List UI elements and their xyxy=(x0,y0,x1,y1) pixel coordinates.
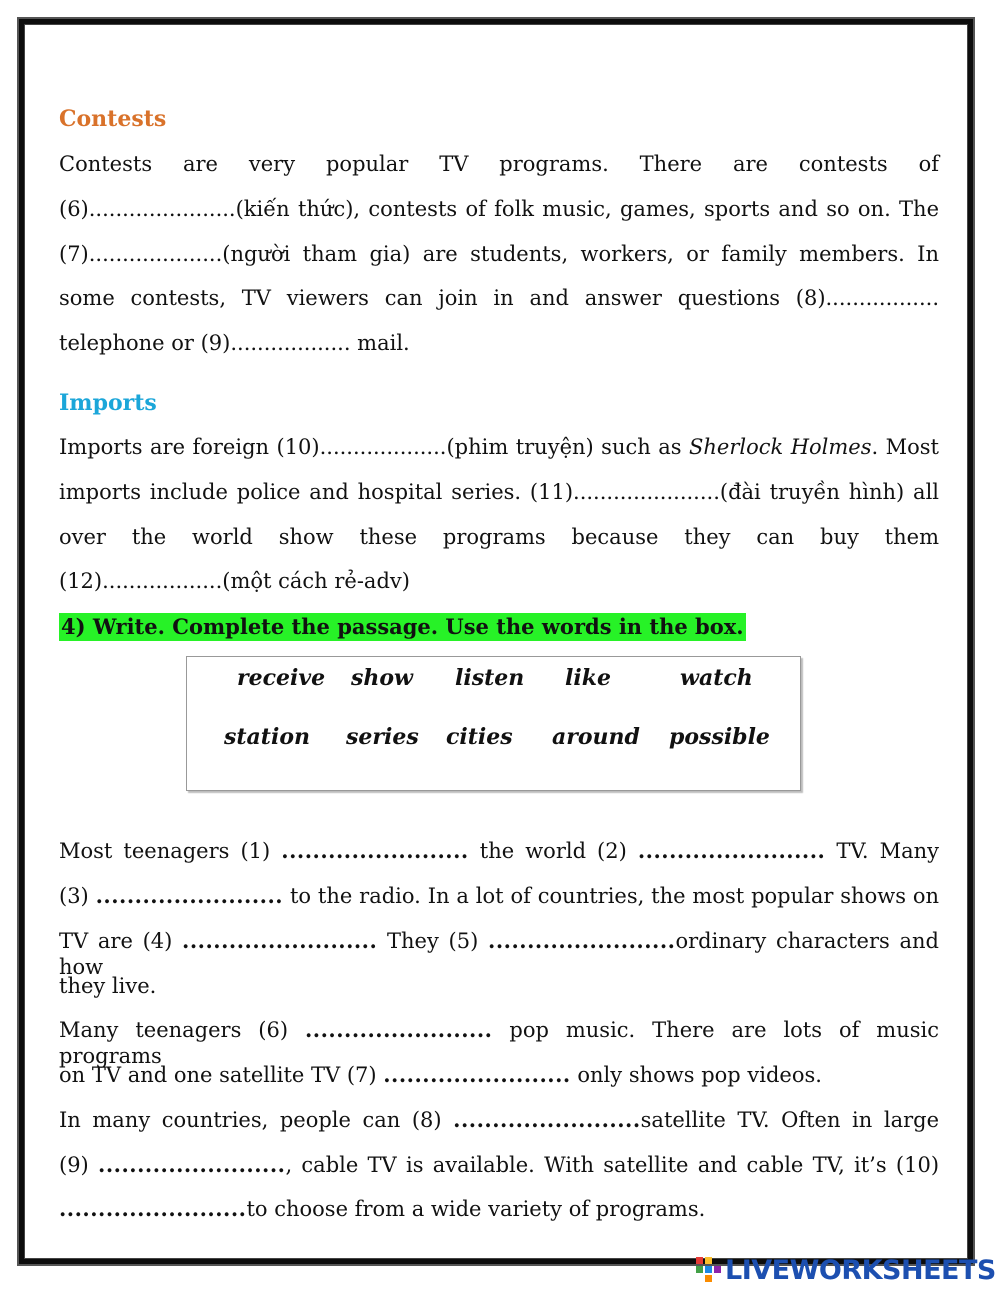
passage-line-6: on TV and one satellite TV (7) ........................ only shows pop videos. xyxy=(59,1062,822,1087)
contests-line-4: some contests, TV viewers can join in and answer questions (8)................. xyxy=(59,286,939,310)
word-series: series xyxy=(346,724,419,750)
contests-line-1: Contests are very popular TV programs. There are contests of xyxy=(59,152,939,176)
passage-line-4: they live. xyxy=(59,974,157,998)
word-possible: possible xyxy=(669,724,770,750)
word-receive: receive xyxy=(237,665,326,691)
sherlock-holmes-title: Sherlock Holmes xyxy=(689,435,872,459)
blank-8[interactable]: ........................ xyxy=(453,1107,641,1132)
blank-6[interactable]: ........................ xyxy=(305,1017,493,1042)
blank-9[interactable]: ........................ xyxy=(98,1152,286,1177)
blank-1[interactable]: ........................ xyxy=(281,838,469,863)
liveworksheets-logo-icon xyxy=(696,1257,722,1283)
passage-line-7: In many countries, people can (8) ........................satellite TV. Often in large xyxy=(59,1107,939,1132)
blank-5[interactable]: ........................ xyxy=(488,928,676,953)
imports-line-3: over the world show these programs because they can buy them xyxy=(59,525,939,549)
passage-line-5: Many teenagers (6) ........................ pop music. There are lots of music programs xyxy=(59,1017,940,1068)
word-station: station xyxy=(224,724,310,750)
imports-line-2: imports include police and hospital series. (11)......................(đài truyền hình) all xyxy=(59,480,939,504)
word-cities: cities xyxy=(446,724,513,750)
word-watch: watch xyxy=(680,665,753,691)
word-box xyxy=(186,656,801,791)
blank-7[interactable]: ........................ xyxy=(383,1062,571,1087)
word-around: around xyxy=(552,724,640,750)
passage-line-1: Most teenagers (1) ........................ the world (2) ........................ TV. Many xyxy=(59,838,939,863)
contests-line-2: (6)......................(kiến thức), contests of folk music, games, sports and so on. The xyxy=(59,197,939,221)
blank-2[interactable]: ........................ xyxy=(637,838,826,863)
passage-line-2: (3) ........................ to the radio. In a lot of countries, the most popular shows on xyxy=(59,883,940,908)
contests-line-5: telephone or (9).................. mail. xyxy=(59,331,410,355)
liveworksheets-logo[interactable] xyxy=(696,1254,996,1286)
task-instruction: 4) Write. Complete the passage. Use the words in the box. xyxy=(61,614,744,639)
liveworksheets-brand-text: LIVEWORKSHEETS xyxy=(725,1254,996,1286)
passage-line-3: TV are (4) ......................... They (5) ........................ordinary characters and how xyxy=(59,928,939,979)
imports-line-4: (12)..................(một cách rẻ-adv) xyxy=(59,569,410,593)
passage-line-8: (9) ........................, cable TV is available. With satellite and cable TV, it’s (10) xyxy=(59,1152,940,1177)
word-like: like xyxy=(565,665,611,691)
word-show: show xyxy=(351,665,413,691)
contests-heading: Contests xyxy=(59,106,167,132)
word-listen: listen xyxy=(455,665,525,691)
contests-line-3: (7)....................(người tham gia) are students, workers, or family members. In xyxy=(59,242,939,266)
imports-line-1: Imports are foreign (10)...................(phim truyện) such as Sherlock Holmes. Most xyxy=(59,435,939,459)
blank-10[interactable]: ........................ xyxy=(59,1196,247,1221)
blank-3[interactable]: ........................ xyxy=(95,883,284,908)
imports-heading: Imports xyxy=(59,390,157,416)
blank-4[interactable]: ......................... xyxy=(182,928,378,953)
passage-line-9: ........................to choose from a wide variety of programs. xyxy=(59,1196,706,1221)
